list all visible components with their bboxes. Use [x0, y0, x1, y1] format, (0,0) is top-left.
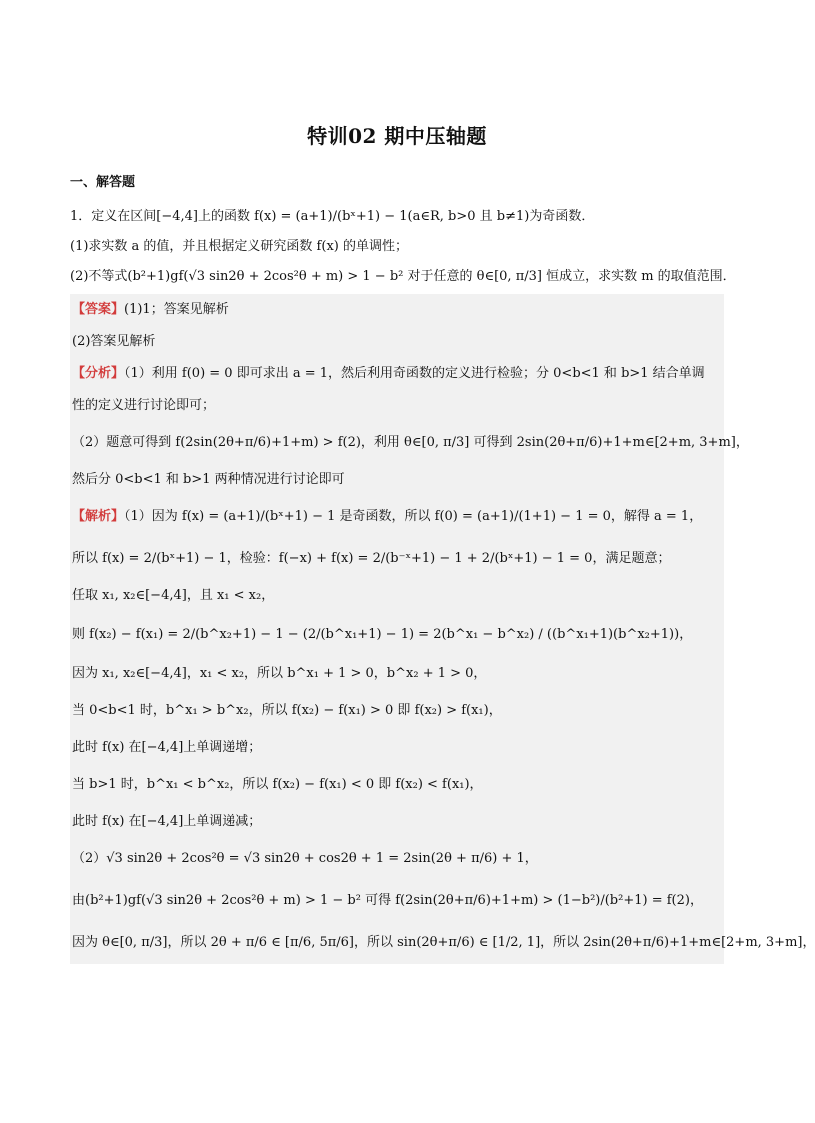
answer-panel [70, 294, 815, 964]
solution-line-9: 此时 f(x) 在[−4,4]上单调递减； [72, 814, 262, 829]
question-part-1: (1)求实数 a 的值，并且根据定义研究函数 f(x) 的单调性； [70, 239, 408, 254]
solution-line-2: 所以 f(x) = 2/(bˣ+1) − 1，检验：f(−x) + f(x) = 2/(b⁻ˣ+1) − 1 + 2/(bˣ+1) − 1 = 0，满足题意； [72, 551, 671, 566]
solution-line-8: 当 b>1 时，b^x₁ < b^x₂，所以 f(x₂) − f(x₁) < 0 即 f(x₂) < f(x₁)， [72, 777, 483, 792]
solution-line-4: 则 f(x₂) − f(x₁) = 2/(b^x₂+1) − 1 − (2/(b^x₁+1) − 1) = 2(b^x₁ − b^x₂) / ((b^x₁+1)(b^x₂+1))， [72, 627, 693, 642]
question-statement: 1．定义在区间[−4,4]上的函数 f(x) = (a+1)/(bˣ+1) − 1(a∈R, b>0 且 b≠1)为奇函数． [70, 209, 595, 224]
solution-text-1: （1）因为 f(x) = (a+1)/(bˣ+1) − 1 是奇函数，所以 f(0) = (a+1)/(1+1) − 1 = 0，解得 a = 1， [124, 509, 703, 524]
analysis-tag: 【分析】 [72, 366, 125, 381]
page-title: 特训02 期中压轴题 [307, 124, 487, 148]
analysis-line-4: 然后分 0<b<1 和 b>1 两种情况进行讨论即可 [72, 472, 345, 487]
analysis-line-3: （2）题意可得到 f(2sin(2θ+π/6)+1+m) > f(2)，利用 θ∈[0, π/3] 可得到 2sin(2θ+π/6)+1+m∈[2+m, 3+m]， [72, 435, 749, 450]
analysis-line-1 [70, 358, 724, 390]
answer-line-1 [70, 294, 724, 326]
solution-line-7: 此时 f(x) 在[−4,4]上单调递增； [72, 740, 262, 755]
solution-line-12: 因为 θ∈[0, π/3]，所以 2θ + π/6 ∈ [π/6, 5π/6]，所以 sin(2θ+π/6) ∈ [1/2, 1]，所以 2sin(2θ+π/6)+1+m∈[2+m, 3+m]， [72, 935, 815, 950]
solution-tag: 【解析】 [72, 509, 125, 524]
analysis-text-1: （1）利用 f(0) = 0 即可求出 a = 1，然后利用奇函数的定义进行检验；分 0<b<1 和 b>1 结合单调 [124, 366, 705, 381]
solution-line-10: （2）√3 sin2θ + 2cos²θ = √3 sin2θ + cos2θ + 1 = 2sin(2θ + π/6) + 1， [72, 851, 538, 866]
document-body [70, 170, 815, 964]
solution-line-11: 由(b²+1)gf(√3 sin2θ + 2cos²θ + m) > 1 − b² 可得 f(2sin(2θ+π/6)+1+m) > (1−b²)/(b²+1) = f(2)， [72, 893, 703, 908]
section-heading: 一、解答题 [70, 175, 136, 190]
solution-line-3: 任取 x₁, x₂∈[−4,4]，且 x₁ < x₂， [72, 588, 275, 603]
answer-text-1: (1)1；答案见解析 [124, 302, 229, 317]
answer-line-2: (2)答案见解析 [72, 334, 156, 349]
analysis-line-2: 性的定义进行讨论即可； [72, 398, 216, 413]
solution-line-6: 当 0<b<1 时，b^x₁ > b^x₂，所以 f(x₂) − f(x₁) > 0 即 f(x₂) > f(x₁)， [72, 703, 502, 718]
solution-line-5: 因为 x₁, x₂∈[−4,4]，x₁ < x₂，所以 b^x₁ + 1 > 0，b^x₂ + 1 > 0， [72, 666, 487, 681]
answer-tag: 【答案】 [72, 302, 125, 317]
question-block [70, 200, 736, 294]
question-part-2: (2)不等式(b²+1)gf(√3 sin2θ + 2cos²θ + m) > 1 − b² 对于任意的 θ∈[0, π/3] 恒成立，求实数 m 的取值范围． [70, 269, 736, 284]
solution-line-1 [70, 496, 724, 538]
